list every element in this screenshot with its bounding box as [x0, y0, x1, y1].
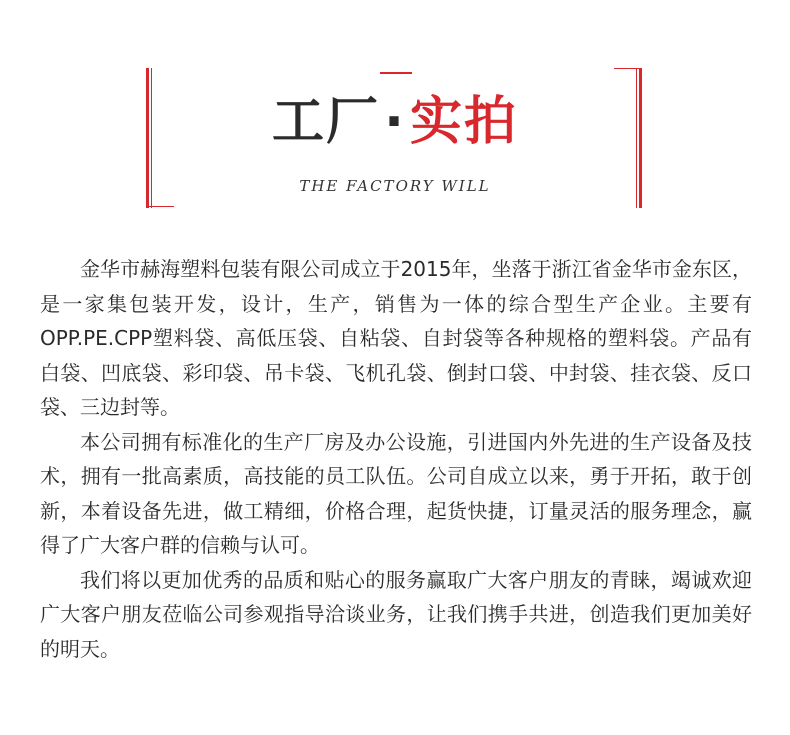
page-title-black: 工厂: [271, 92, 380, 152]
paragraph-invitation: 我们将以更加优秀的品质和贴心的服务赢取广大客户朋友的青睐，竭诚欢迎广大客户朋友莅临公司参观指导洽谈业务，让我们携手共进，创造我们更加美好的明天。: [40, 567, 752, 661]
right-bracket-bottom-cap: [639, 206, 642, 207]
title-top-accent-line: [380, 72, 412, 74]
paragraph-company-intro: 金华市赫海塑料包装有限公司成立于2015年，坐落于浙江省金华市金东区，是一家集包装开发，设计，生产，销售为一体的综合型生产企业。主要有OPP.PE.CPP塑料袋、高低压袋、自粘袋、自封袋等各种规格的塑料袋。产品有白袋、凹底袋、彩印袋、吊卡袋、飞机孔袋、倒封口袋、中封袋、挂衣袋、反口袋、三边封等。: [40, 257, 752, 419]
page-title-red: 实拍: [410, 92, 519, 152]
page-title: [0, 90, 790, 154]
paragraph-facilities: 本公司拥有标准化的生产厂房及办公设施，引进国内外先进的生产设备及技术，拥有一批高素质，高技能的员工队伍。公司自成立以来，勇于开拓，敢于创新，本着设备先进，做工精细，价格合理，起货快捷，订量灵活的服务理念，赢得了广大客户群的信赖与认可。: [40, 429, 752, 557]
right-bracket-top-cap: [614, 68, 642, 69]
page-title-dot: ·: [384, 92, 406, 152]
page-subtitle: THE FACTORY WILL: [299, 177, 491, 195]
company-description: [40, 252, 752, 666]
left-bracket-bottom-cap: [146, 206, 174, 207]
